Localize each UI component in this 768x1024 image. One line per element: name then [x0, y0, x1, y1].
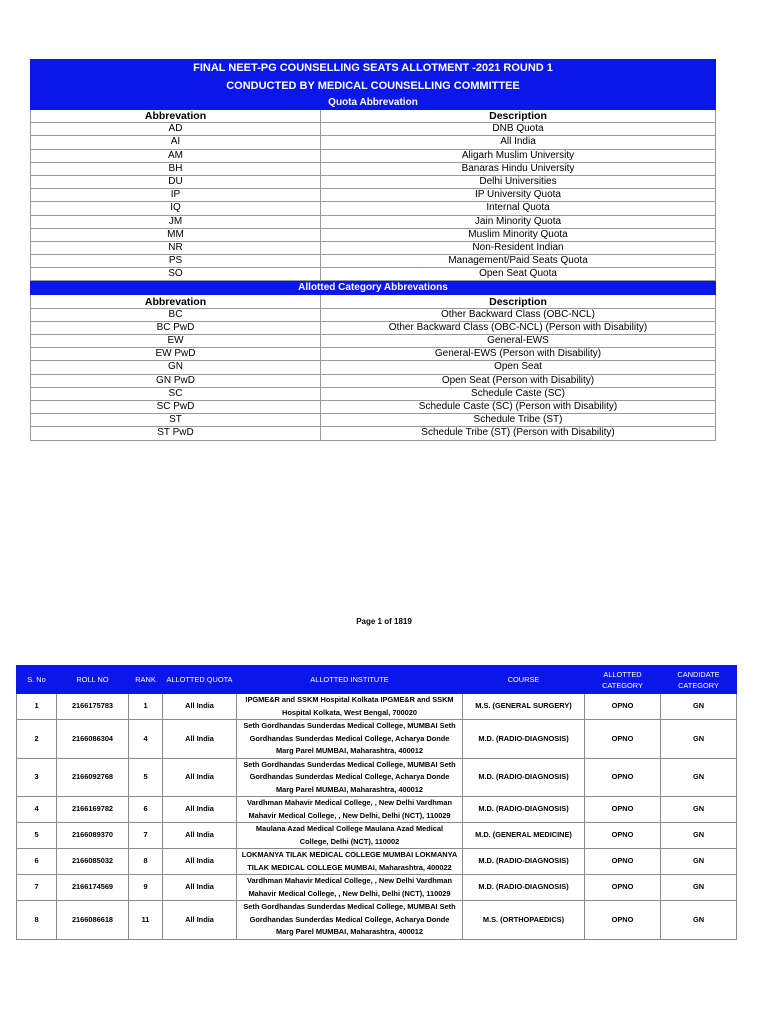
category-desc: Open Seat (Person with Disability) [321, 374, 716, 387]
table-row [17, 694, 737, 720]
rank-cell: 11 [129, 901, 163, 940]
table-row [17, 720, 737, 759]
quota-section-row [31, 96, 716, 110]
category-header-row [31, 295, 716, 308]
title-row [31, 60, 716, 78]
course-cell: M.S. (ORTHOPAEDICS) [463, 901, 585, 940]
category-row [31, 348, 716, 361]
quota-abbr: PS [31, 255, 321, 268]
table-row [17, 849, 737, 875]
serial-number-cell: 7 [17, 875, 57, 901]
quota-abbr: AD [31, 123, 321, 136]
category-desc: Open Seat [321, 361, 716, 374]
quota-cell: All India [163, 823, 237, 849]
category-abbr: ST [31, 414, 321, 427]
quota-desc: All India [321, 136, 716, 149]
table-row [17, 758, 737, 797]
quota-cell: All India [163, 797, 237, 823]
allotment-table [16, 665, 737, 940]
quota-row [31, 215, 716, 228]
quota-cell: All India [163, 694, 237, 720]
institute-cell: Maulana Azad Medical College Maulana Azad Medical College, Delhi (NCT), 110002 [237, 823, 463, 849]
category-row [31, 387, 716, 400]
quota-row [31, 189, 716, 202]
category-row [31, 361, 716, 374]
roll-number-cell: 2166092768 [57, 758, 129, 797]
institute-cell: Seth Gordhandas Sunderdas Medical College, MUMBAI Seth Gordhandas Sunderdas Medical College, Acharya Donde Marg Parel MUMBAI, Maharashtra, 400012 [237, 758, 463, 797]
institute-cell: Seth Gordhandas Sunderdas Medical College, MUMBAI Seth Gordhandas Sunderdas Medical College, Acharya Donde Marg Parel MUMBAI, Maharashtra, 400012 [237, 720, 463, 759]
allotted-category-cell: OPNO [585, 720, 661, 759]
category-section-title: Allotted Category Abbrevations [31, 281, 716, 295]
candidate-category-cell: GN [661, 797, 737, 823]
candidate-category-cell: GN [661, 901, 737, 940]
allotted-category-cell: OPNO [585, 901, 661, 940]
serial-number-cell: 3 [17, 758, 57, 797]
course-cell: M.D. (RADIO-DIAGNOSIS) [463, 849, 585, 875]
category-abbr: SC PwD [31, 400, 321, 413]
institute-cell: Vardhman Mahavir Medical College, , New Delhi Vardhman Mahavir Medical College, , New Delhi, Delhi (NCT), 110029 [237, 875, 463, 901]
quota-row [31, 162, 716, 175]
allotted-category-cell: OPNO [585, 758, 661, 797]
quota-abbr: NR [31, 241, 321, 254]
quota-abbr: JM [31, 215, 321, 228]
quota-desc: DNB Quota [321, 123, 716, 136]
category-desc: General-EWS [321, 335, 716, 348]
serial-number-cell: 4 [17, 797, 57, 823]
category-abbr: BC PwD [31, 321, 321, 334]
quota-desc: Jain Minority Quota [321, 215, 716, 228]
roll-number-cell: 2166085032 [57, 849, 129, 875]
rank-cell: 5 [129, 758, 163, 797]
allotted-category-cell: OPNO [585, 849, 661, 875]
quota-abbr: DU [31, 175, 321, 188]
category-desc: Other Backward Class (OBC-NCL) [321, 308, 716, 321]
quota-cell: All India [163, 758, 237, 797]
allotment-header-row [17, 666, 737, 694]
candidate-category-cell: GN [661, 849, 737, 875]
candidate-category-cell: GN [661, 694, 737, 720]
quota-row [31, 123, 716, 136]
column-header: COURSE [463, 666, 585, 694]
serial-number-cell: 8 [17, 901, 57, 940]
quota-abbr: BH [31, 162, 321, 175]
quota-desc: Aligarh Muslim University [321, 149, 716, 162]
quota-desc: Delhi Universities [321, 175, 716, 188]
column-header: CANDIDATE CATEGORY [661, 666, 737, 694]
quota-col-desc: Description [321, 110, 716, 123]
course-cell: M.D. (GENERAL MEDICINE) [463, 823, 585, 849]
category-abbr: GN [31, 361, 321, 374]
category-row [31, 308, 716, 321]
category-abbr: BC [31, 308, 321, 321]
quota-abbr: SO [31, 268, 321, 281]
quota-row [31, 255, 716, 268]
quota-cell: All India [163, 901, 237, 940]
category-abbr: EW PwD [31, 348, 321, 361]
column-header: ALLOTTED QUOTA [163, 666, 237, 694]
category-section-row [31, 281, 716, 295]
rank-cell: 4 [129, 720, 163, 759]
category-col-abbr: Abbrevation [31, 295, 321, 308]
quota-abbr: IQ [31, 202, 321, 215]
column-header: ROLL NO [57, 666, 129, 694]
quota-desc: Open Seat Quota [321, 268, 716, 281]
quota-desc: Non-Resident Indian [321, 241, 716, 254]
roll-number-cell: 2166174569 [57, 875, 129, 901]
category-desc: Other Backward Class (OBC-NCL) (Person with Disability) [321, 321, 716, 334]
category-desc: Schedule Tribe (ST) [321, 414, 716, 427]
quota-col-abbr: Abbrevation [31, 110, 321, 123]
quota-desc: Management/Paid Seats Quota [321, 255, 716, 268]
allotted-category-cell: OPNO [585, 797, 661, 823]
course-cell: M.S. (GENERAL SURGERY) [463, 694, 585, 720]
quota-desc: Banaras Hindu University [321, 162, 716, 175]
quota-cell: All India [163, 720, 237, 759]
category-abbr: EW [31, 335, 321, 348]
category-abbr: GN PwD [31, 374, 321, 387]
serial-number-cell: 5 [17, 823, 57, 849]
category-desc: Schedule Caste (SC) (Person with Disability) [321, 400, 716, 413]
category-row [31, 414, 716, 427]
allotted-category-cell: OPNO [585, 694, 661, 720]
page-number: Page 1 of 1819 [356, 617, 412, 626]
quota-row [31, 268, 716, 281]
quota-row [31, 202, 716, 215]
category-row [31, 427, 716, 440]
abbreviation-table [30, 59, 716, 441]
category-desc: Schedule Caste (SC) [321, 387, 716, 400]
table-row [17, 901, 737, 940]
institute-cell: Seth Gordhandas Sunderdas Medical College, MUMBAI Seth Gordhandas Sunderdas Medical College, Acharya Donde Marg Parel MUMBAI, Maharashtra, 400012 [237, 901, 463, 940]
course-cell: M.D. (RADIO-DIAGNOSIS) [463, 720, 585, 759]
category-row [31, 374, 716, 387]
quota-abbr: MM [31, 228, 321, 241]
category-row [31, 335, 716, 348]
category-desc: General-EWS (Person with Disability) [321, 348, 716, 361]
course-cell: M.D. (RADIO-DIAGNOSIS) [463, 797, 585, 823]
category-abbr: SC [31, 387, 321, 400]
serial-number-cell: 6 [17, 849, 57, 875]
category-col-desc: Description [321, 295, 716, 308]
institute-cell: IPGME&R and SSKM Hospital Kolkata IPGME&R and SSKM Hospital Kolkata, West Bengal, 700020 [237, 694, 463, 720]
quota-cell: All India [163, 849, 237, 875]
table-row [17, 823, 737, 849]
allotted-category-cell: OPNO [585, 875, 661, 901]
roll-number-cell: 2166169782 [57, 797, 129, 823]
institute-cell: Vardhman Mahavir Medical College, , New Delhi Vardhman Mahavir Medical College, , New Delhi, Delhi (NCT), 110029 [237, 797, 463, 823]
rank-cell: 6 [129, 797, 163, 823]
rank-cell: 9 [129, 875, 163, 901]
column-header: RANK [129, 666, 163, 694]
course-cell: M.D. (RADIO-DIAGNOSIS) [463, 758, 585, 797]
quota-desc: Internal Quota [321, 202, 716, 215]
quota-section-title: Quota Abbrevation [31, 96, 716, 110]
allotted-category-cell: OPNO [585, 823, 661, 849]
quota-desc: Muslim Minority Quota [321, 228, 716, 241]
candidate-category-cell: GN [661, 720, 737, 759]
roll-number-cell: 2166175783 [57, 694, 129, 720]
quota-abbr: AM [31, 149, 321, 162]
category-abbr: ST PwD [31, 427, 321, 440]
abbreviation-sheet [30, 59, 716, 441]
category-desc: Schedule Tribe (ST) (Person with Disability) [321, 427, 716, 440]
allotment-section [16, 665, 736, 940]
quota-row [31, 228, 716, 241]
candidate-category-cell: GN [661, 875, 737, 901]
candidate-category-cell: GN [661, 823, 737, 849]
rank-cell: 7 [129, 823, 163, 849]
document-title: FINAL NEET-PG COUNSELLING SEATS ALLOTMENT -2021 ROUND 1 [31, 60, 716, 78]
quota-row [31, 149, 716, 162]
quota-row [31, 136, 716, 149]
category-row [31, 321, 716, 334]
candidate-category-cell: GN [661, 758, 737, 797]
category-row [31, 400, 716, 413]
quota-row [31, 175, 716, 188]
quota-desc: IP University Quota [321, 189, 716, 202]
roll-number-cell: 2166086618 [57, 901, 129, 940]
course-cell: M.D. (RADIO-DIAGNOSIS) [463, 875, 585, 901]
column-header: S. No [17, 666, 57, 694]
document-subtitle: CONDUCTED BY MEDICAL COUNSELLING COMMITTEE [31, 78, 716, 96]
roll-number-cell: 2166086304 [57, 720, 129, 759]
roll-number-cell: 2166089370 [57, 823, 129, 849]
quota-cell: All India [163, 875, 237, 901]
serial-number-cell: 1 [17, 694, 57, 720]
institute-cell: LOKMANYA TILAK MEDICAL COLLEGE MUMBAI LOKMANYA TILAK MEDICAL COLLEGE MUMBAI, Maharashtra, 400022 [237, 849, 463, 875]
rank-cell: 8 [129, 849, 163, 875]
serial-number-cell: 2 [17, 720, 57, 759]
column-header: ALLOTTED CATEGORY [585, 666, 661, 694]
subtitle-row [31, 78, 716, 96]
quota-abbr: IP [31, 189, 321, 202]
quota-row [31, 241, 716, 254]
quota-abbr: AI [31, 136, 321, 149]
table-row [17, 797, 737, 823]
column-header: ALLOTTED INSTITUTE [237, 666, 463, 694]
rank-cell: 1 [129, 694, 163, 720]
table-row [17, 875, 737, 901]
quota-header-row [31, 110, 716, 123]
